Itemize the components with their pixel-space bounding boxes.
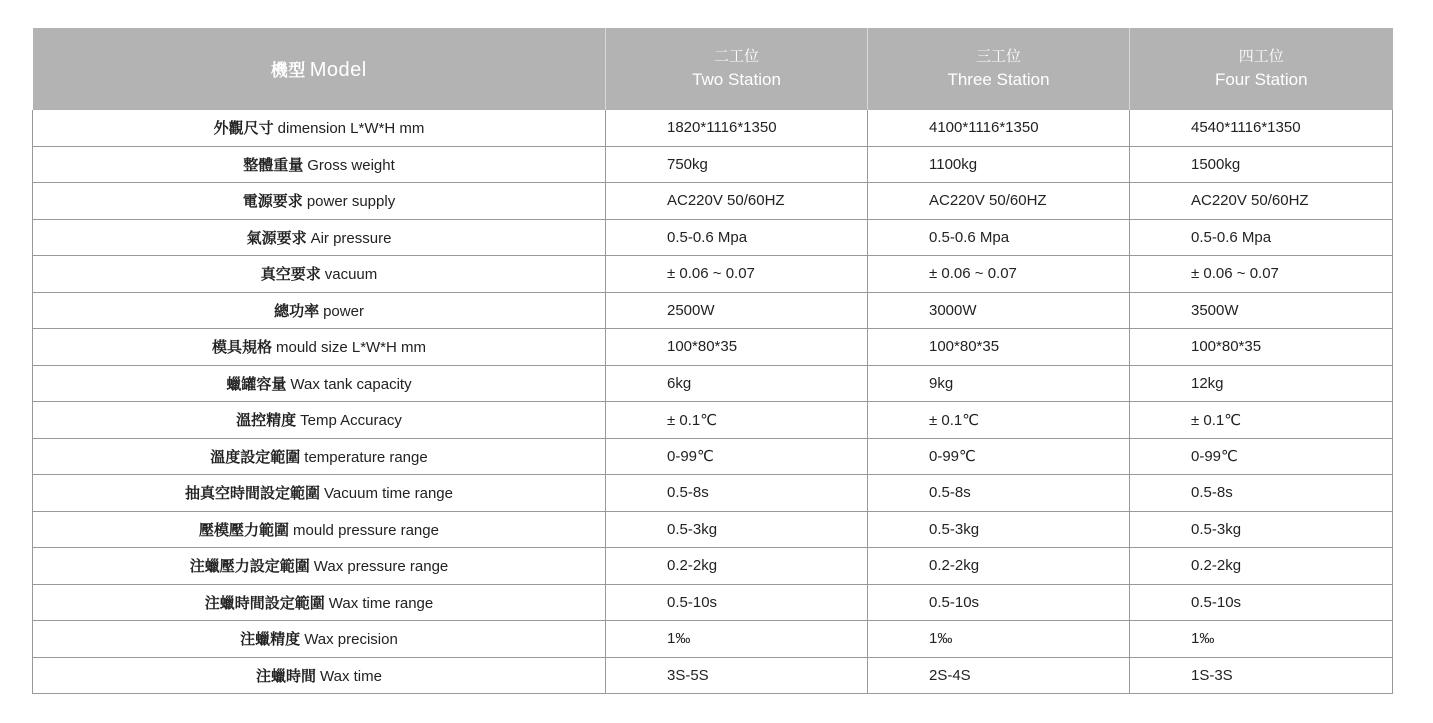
cell-value: 0.5-0.6 Mpa: [868, 219, 1130, 256]
cell-value: 1‰: [868, 621, 1130, 658]
table-row: [33, 402, 1393, 439]
row-label-en: Air pressure: [310, 229, 392, 247]
cell-value: 0-99℃: [606, 438, 868, 475]
row-label: [33, 183, 606, 220]
row-label-zh: 電源要求: [242, 193, 303, 211]
table-row: [33, 657, 1393, 694]
cell-value: 12kg: [1130, 365, 1393, 402]
row-label-en: Wax precision: [304, 631, 398, 649]
cell-value: 0.5-10s: [1130, 584, 1393, 621]
row-label-en: mould size L*W*H mm: [275, 339, 427, 357]
row-label: [33, 329, 606, 366]
row-label: [33, 548, 606, 585]
table-row: [33, 110, 1393, 146]
cell-value: 100*80*35: [606, 329, 868, 366]
spec-table: [32, 28, 1393, 694]
row-label-en: Wax tank capacity: [290, 375, 412, 393]
row-label-en: Wax time range: [328, 594, 434, 612]
table-row: [33, 219, 1393, 256]
row-label-zh: 注蠟時間設定範圍: [204, 594, 325, 612]
table-row: [33, 475, 1393, 512]
cell-value: 4540*1116*1350: [1130, 110, 1393, 146]
row-label-en: dimension L*W*H mm: [277, 120, 425, 138]
cell-value: 0.5-0.6 Mpa: [1130, 219, 1393, 256]
table-row: [33, 548, 1393, 585]
cell-value: 3S-5S: [606, 657, 868, 694]
cell-value: AC220V 50/60HZ: [868, 183, 1130, 220]
cell-value: 3000W: [868, 292, 1130, 329]
table-row: [33, 292, 1393, 329]
cell-value: ± 0.1℃: [868, 402, 1130, 439]
row-label-zh: 外觀尺寸: [213, 120, 274, 138]
cell-value: 100*80*35: [1130, 329, 1393, 366]
row-label-zh: 真空要求: [260, 266, 321, 284]
row-label: [33, 584, 606, 621]
cell-value: 2500W: [606, 292, 868, 329]
row-label-en: Temp Accuracy: [300, 412, 402, 430]
row-label: [33, 110, 606, 146]
header-col-en: Four Station: [1214, 70, 1308, 89]
cell-value: 3500W: [1130, 292, 1393, 329]
table-row: [33, 365, 1393, 402]
cell-value: 1820*1116*1350: [606, 110, 868, 146]
cell-value: 0-99℃: [1130, 438, 1393, 475]
cell-value: 0.2-2kg: [868, 548, 1130, 585]
table-row: [33, 256, 1393, 293]
row-label-zh: 抽真空時間設定範圍: [185, 485, 321, 503]
table-header: [33, 28, 1393, 110]
row-label-zh: 溫控精度: [236, 412, 297, 430]
cell-value: 1S-3S: [1130, 657, 1393, 694]
row-label: [33, 365, 606, 402]
row-label-en: Wax time: [320, 667, 382, 685]
row-label: [33, 256, 606, 293]
table-row: [33, 329, 1393, 366]
cell-value: 1‰: [1130, 621, 1393, 658]
cell-value: 6kg: [606, 365, 868, 402]
row-label-zh: 蠟罐容量: [226, 375, 287, 393]
cell-value: 4100*1116*1350: [868, 110, 1130, 146]
cell-value: 0.5-10s: [868, 584, 1130, 621]
header-col-three-station: [868, 28, 1130, 110]
cell-value: ± 0.06 ~ 0.07: [868, 256, 1130, 293]
header-model: [33, 28, 606, 110]
cell-value: 0.5-3kg: [868, 511, 1130, 548]
table-body: [33, 110, 1393, 694]
row-label: [33, 621, 606, 658]
row-label-en: power supply: [306, 193, 396, 211]
table-row: [33, 438, 1393, 475]
cell-value: 0.5-3kg: [1130, 511, 1393, 548]
row-label-zh: 氣源要求: [246, 229, 307, 247]
table-row: [33, 584, 1393, 621]
cell-value: 0-99℃: [868, 438, 1130, 475]
table-row: [33, 511, 1393, 548]
table-row: [33, 146, 1393, 183]
header-col-two-station: [606, 28, 868, 110]
cell-value: 0.2-2kg: [1130, 548, 1393, 585]
header-model-en: Model: [309, 59, 367, 81]
row-label-zh: 注蠟精度: [240, 631, 301, 649]
row-label-en: power: [323, 302, 364, 320]
row-label: [33, 475, 606, 512]
header-col-zh: 三工位: [975, 48, 1021, 65]
cell-value: ± 0.1℃: [606, 402, 868, 439]
cell-value: AC220V 50/60HZ: [1130, 183, 1393, 220]
row-label-zh: 注蠟時間: [256, 667, 317, 685]
header-col-en: Two Station: [692, 70, 781, 89]
cell-value: ± 0.06 ~ 0.07: [606, 256, 868, 293]
row-label: [33, 511, 606, 548]
row-label-zh: 溫度設定範圍: [210, 448, 301, 466]
row-label: [33, 657, 606, 694]
row-label-en: mould pressure range: [293, 521, 439, 539]
cell-value: ± 0.1℃: [1130, 402, 1393, 439]
row-label-en: Vacuum time range: [324, 485, 453, 503]
row-label-zh: 壓模壓力範圍: [199, 521, 290, 539]
cell-value: 100*80*35: [868, 329, 1130, 366]
row-label-en: vacuum: [324, 266, 378, 284]
header-row: [33, 28, 1393, 110]
row-label: [33, 146, 606, 183]
table-row: [33, 183, 1393, 220]
header-col-zh: 四工位: [1238, 48, 1284, 65]
spec-table-container: [32, 28, 1392, 694]
cell-value: 1100kg: [868, 146, 1130, 183]
cell-value: 0.5-10s: [606, 584, 868, 621]
cell-value: 9kg: [868, 365, 1130, 402]
cell-value: ± 0.06 ~ 0.07: [1130, 256, 1393, 293]
row-label-zh: 模具規格: [211, 339, 272, 357]
cell-value: 1500kg: [1130, 146, 1393, 183]
row-label-zh: 總功率: [274, 302, 320, 320]
cell-value: 0.5-3kg: [606, 511, 868, 548]
cell-value: 1‰: [606, 621, 868, 658]
row-label-en: temperature range: [304, 448, 428, 466]
row-label-en: Gross weight: [307, 156, 395, 174]
cell-value: 0.5-8s: [868, 475, 1130, 512]
header-model-zh: 機型: [270, 61, 306, 80]
cell-value: 0.5-0.6 Mpa: [606, 219, 868, 256]
row-label-zh: 注蠟壓力設定範圍: [189, 558, 310, 576]
row-label: [33, 219, 606, 256]
row-label: [33, 292, 606, 329]
cell-value: 0.2-2kg: [606, 548, 868, 585]
cell-value: 750kg: [606, 146, 868, 183]
row-label-zh: 整體重量: [243, 156, 304, 174]
cell-value: 0.5-8s: [1130, 475, 1393, 512]
row-label: [33, 438, 606, 475]
header-col-four-station: [1130, 28, 1393, 110]
table-row: [33, 621, 1393, 658]
cell-value: AC220V 50/60HZ: [606, 183, 868, 220]
cell-value: 2S-4S: [868, 657, 1130, 694]
header-col-zh: 二工位: [713, 48, 759, 65]
row-label-en: Wax pressure range: [313, 558, 449, 576]
header-col-en: Three Station: [947, 70, 1050, 89]
cell-value: 0.5-8s: [606, 475, 868, 512]
row-label: [33, 402, 606, 439]
